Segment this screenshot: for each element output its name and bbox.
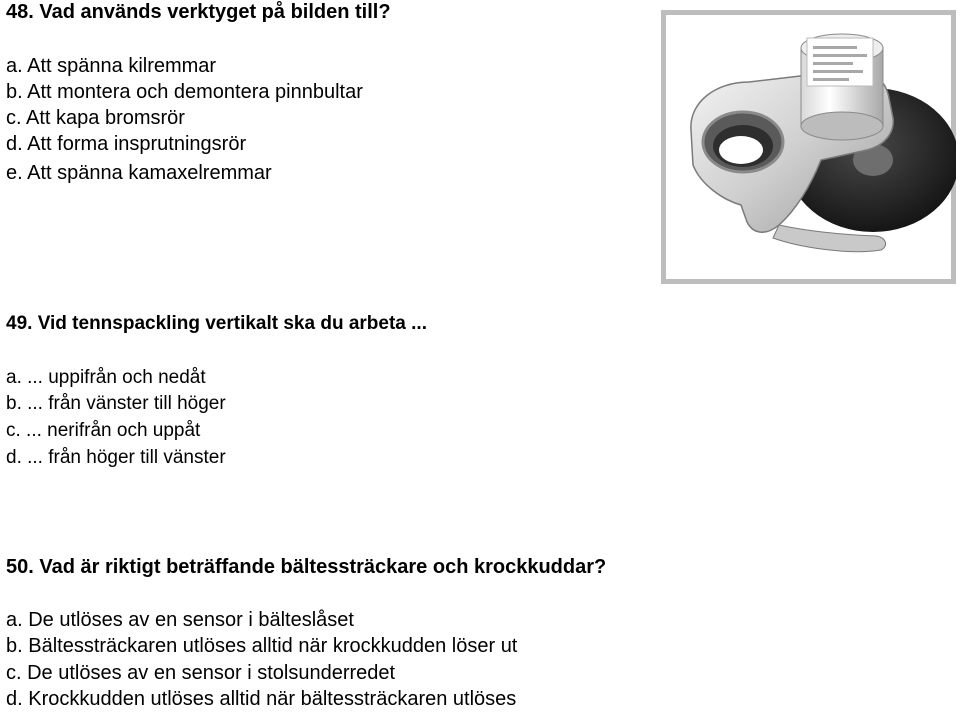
question-title: 50. Vad är riktigt beträffande bältessträckare och krockkuddar? bbox=[6, 556, 607, 578]
question-title: 48. Vad används verktyget på bilden till? bbox=[6, 1, 391, 23]
option-a: a. ... uppifrån och nedåt bbox=[6, 367, 206, 388]
option-c: c. ... nerifrån och uppåt bbox=[6, 420, 201, 441]
option-a: a. Att spänna kilremmar bbox=[6, 55, 217, 77]
option-b: b. Bältessträckaren utlöses alltid när krockkudden löser ut bbox=[6, 635, 518, 657]
option-d: d. Krockkudden utlöses alltid när bältessträckaren utlöses bbox=[6, 688, 517, 710]
question-title: 49. Vid tennspackling vertikalt ska du arbeta ... bbox=[6, 313, 427, 334]
option-b: b. Att montera och demontera pinnbultar bbox=[6, 81, 363, 103]
option-e: e. Att spänna kamaxelremmar bbox=[6, 162, 272, 184]
option-d: d. Att forma insprutningsrör bbox=[6, 133, 247, 155]
option-c: c. Att kapa bromsrör bbox=[6, 107, 185, 129]
option-a: a. De utlöses av en sensor i bälteslåset bbox=[6, 609, 354, 631]
tool-photo-icon bbox=[661, 10, 956, 284]
option-b: b. ... från vänster till höger bbox=[6, 393, 226, 414]
option-c: c. De utlöses av en sensor i stolsunderredet bbox=[6, 662, 396, 684]
option-d: d. ... från höger till vänster bbox=[6, 447, 226, 468]
